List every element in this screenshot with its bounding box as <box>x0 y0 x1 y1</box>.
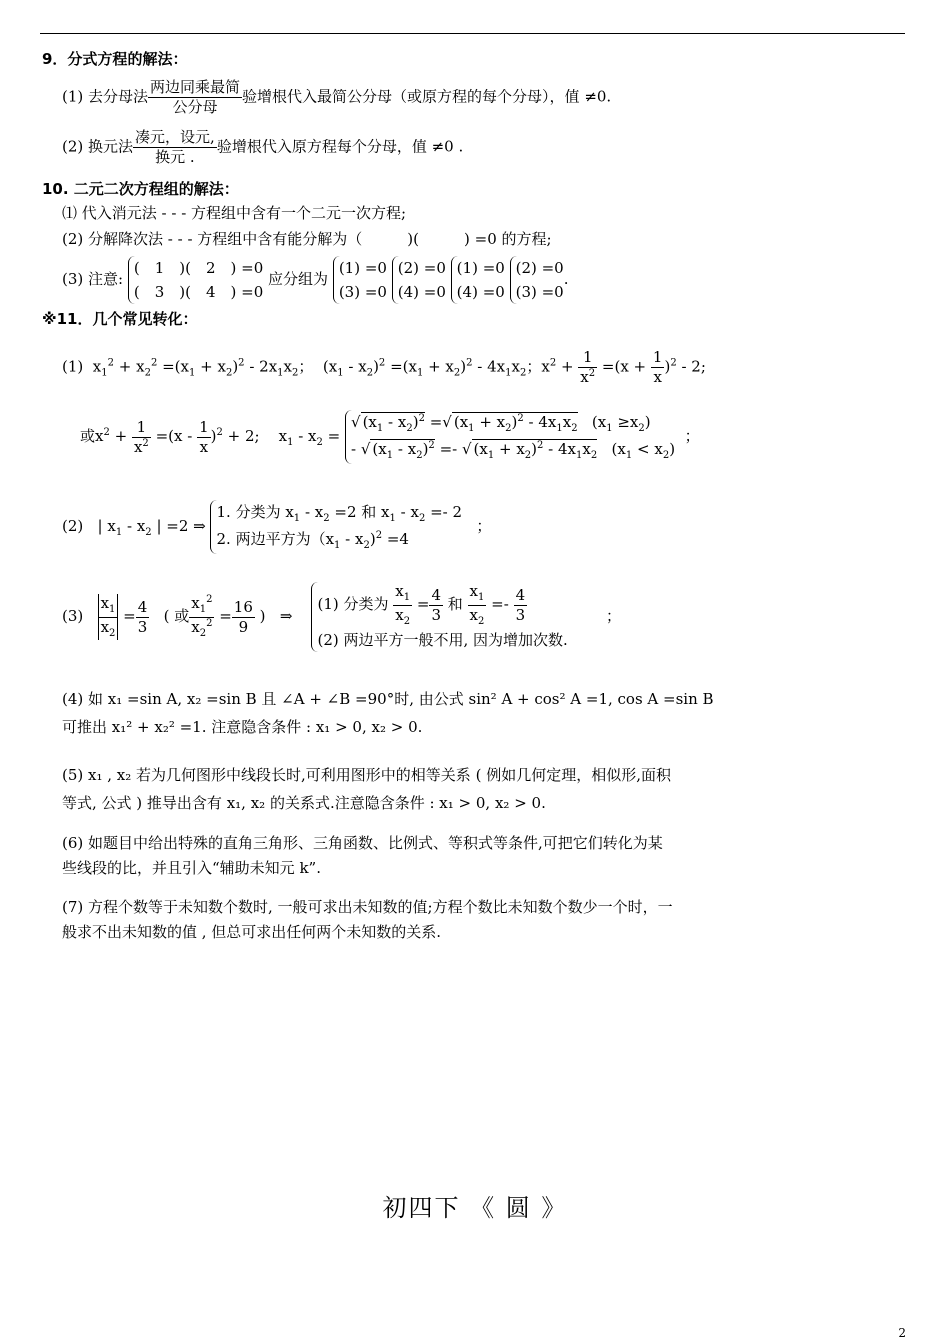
page-number: 2 <box>898 1326 906 1340</box>
cases-2: 1. 分类为 $x_1 - x_2 =2$ 和 $x_1 - x_2 =- 2$ 2. 两边平方为$(x_1 - x_2)^2 =4$ <box>210 500 462 554</box>
item-7-line-2: 般求不出未知数的值 , 但总可求出任何两个未知数的关系. <box>62 923 442 941</box>
formula-1-line-1: (1) $x_1^2 + x_2^2 =(x_1 + x_2)^2 - 2x_1x_2$； $(x_1 - x_2)^2 =(x_1 + x_2)^2 - 4x_1x_2$；$x^2$ + $\frac{1}{x^2}$ =(x + $\frac{1}{x}$ )$^2$ - 2; <box>62 348 706 386</box>
group-1: (1) =0 (3) =0 <box>333 256 387 304</box>
cases-3: (1) 分类为 $\frac{x_1}{x_2}$ = $\frac{4}{3}$ 和 $\frac{x_1}{x_2}$ =- $\frac{4}{3}$ (2) 两边平方一般不用, 因为增加次数. <box>311 582 567 652</box>
item-4-line-2: 可推出 x₁² + x₂² =1. 注意隐含条件 : x₁ > 0, x₂ > 0. <box>62 718 423 736</box>
item-5-line-2: 等式, 公式 ) 推导出含有 x₁, x₂ 的关系式.注意隐含条件 : x₁ > 0, x₂ > 0. <box>62 794 546 812</box>
section-9-item-2: (2) 换元法 $\frac{\text{凑元，设元,}}{\text{换元 .}}$ 验增根代入原方程每个分母，值 ≠0 . <box>62 128 464 166</box>
section-10-item-3: (3) 注意: ( 1 )( 2 ) =0 ( 3 )( 4 ) =0 应分组为 (1) =0 (3) =0 (2) =0 (4) =0 (1) =0 (4) =0 (2) =0 (3) =0 . <box>62 256 569 304</box>
section-9-item-1: (1) 去分母法 $\frac{\text{两边同乘最简}}{\text{公分母}}$ 验增根代入最简公分母（或原方程的每个分母），值 ≠0. <box>62 78 612 116</box>
formula-2: (2) | $x_1 - x_2$ | =2 ⇒ 1. 分类为 $x_1 - x_2 =2$ 和 $x_1 - x_2 =- 2$ 2. 两边平方为$(x_1 - x_2)^2 =4$ ； <box>62 500 491 554</box>
formula-3: (3) $\frac{x_1}{x_2}$ = $\frac{4}{3}$ ( 或 $\frac{x_1^2}{x_2^2}$ = $\frac{16}{9}$ ) ⇒ (1) 分类为 $\frac{x_1}{x_2}$ = $\frac{4}{3}$ 和 $\frac{x_1}{x_2}$ =- $\frac{4}{3}$ (2) 两边平方一般不用, 因为增加次数. ； <box>62 582 621 652</box>
group-3: (1) =0 (4) =0 <box>451 256 505 304</box>
group-2: (2) =0 (4) =0 <box>392 256 446 304</box>
group-4: (2) =0 (3) =0 <box>510 256 564 304</box>
section-10-heading: 10. 二元二次方程组的解法： <box>42 180 239 198</box>
item-6-line-2: 些线段的比，并且引入“辅助未知元 k”. <box>62 859 321 877</box>
formula-1-line-2: 或$x^2$ + $\frac{1}{x^2}$ =(x - $\frac{1}{x}$ )$^2$ + 2; $x_1 - x_2$ = √ $(x_1 - x_2)^2$ =√ $(x_1 + x_2)^2 - 4x_1x_2$ $(x_1 \ge x_2)$ - √ $(x_1 - x_2)^2$ =- √ $(x_1 + x_2)^2 - 4x_1x_2$ $(x_1 < x_2)$ ； <box>80 410 700 464</box>
item-4-line-1: (4) 如 x₁ =sin A, x₂ =sin B 且 ∠A + ∠B =90°时, 由公式 sin² A + cos² A =1, cos A =sin B <box>62 690 714 708</box>
item-5-line-1: (5) x₁ , x₂ 若为几何图形中线段长时,可利用图形中的相等关系 ( 例如几何定理，相似形,面积 <box>62 766 671 784</box>
piecewise: √ $(x_1 - x_2)^2$ =√ $(x_1 + x_2)^2 - 4x_1x_2$ $(x_1 \ge x_2)$ - √ $(x_1 - x_2)^2$ =- √ $(x_1 + x_2)^2 - 4x_1x_2$ $(x_1 < x_2)$ <box>345 410 675 464</box>
section-10-item-1: ⑴ 代入消元法 - - - 方程组中含有一个二元一次方程; <box>62 204 407 222</box>
section-9-heading: 9．分式方程的解法： <box>42 50 188 68</box>
chapter-title: 初四下 《 圆 》 <box>382 1194 568 1222</box>
equation-system: ( 1 )( 2 ) =0 ( 3 )( 4 ) =0 <box>128 256 263 304</box>
top-rule <box>40 33 905 34</box>
item-6-line-1: (6) 如题目中给出特殊的直角三角形、三角函数、比例式、等积式等条件,可把它们转化为某 <box>62 834 663 852</box>
item-7-line-1: (7) 方程个数等于未知数个数时, 一般可求出未知数的值;方程个数比未知数个数少一个时，一 <box>62 898 673 916</box>
fraction: $\frac{\text{两边同乘最简}}{\text{公分母}}$ <box>150 78 241 116</box>
section-10-item-2: (2) 分解降次法 - - - 方程组中含有能分解为（ )( ) =0 的方程; <box>62 230 552 248</box>
section-11-heading: ※11．几个常见转化： <box>42 310 198 328</box>
fraction: $\frac{\text{凑元，设元,}}{\text{换元 .}}$ <box>135 128 215 166</box>
